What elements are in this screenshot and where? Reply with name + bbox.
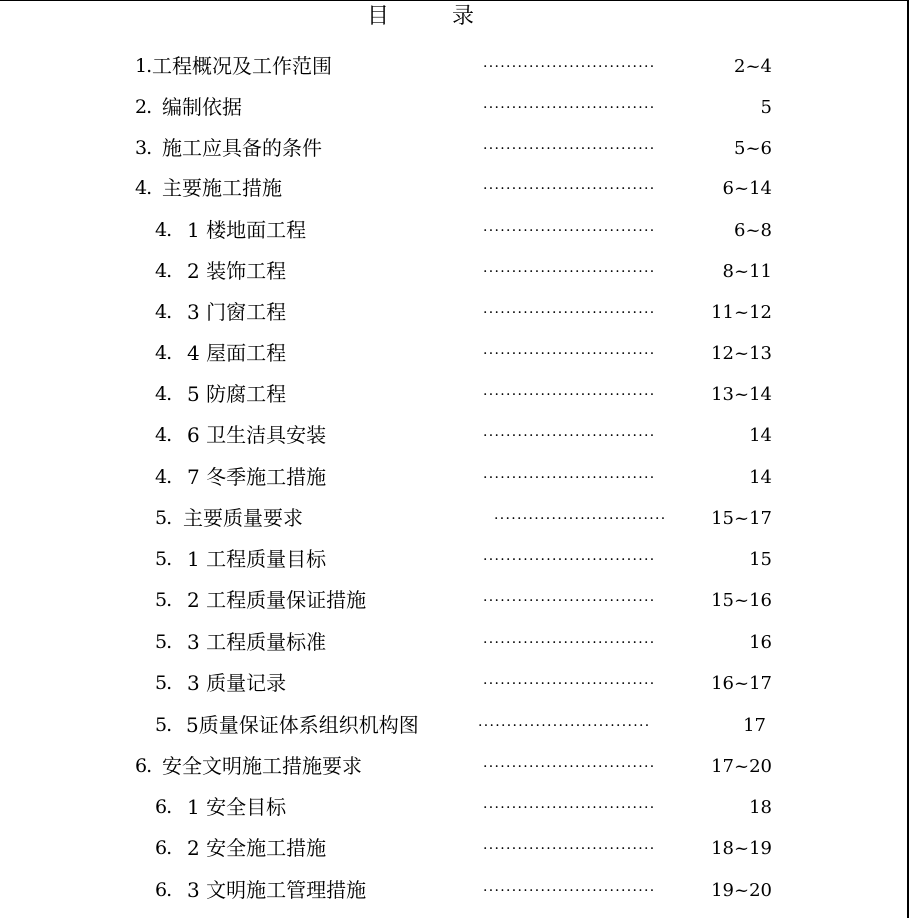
toc-entry-number: 5.	[155, 714, 172, 736]
toc-entry-label: 3 文明施工管理措施	[187, 878, 367, 902]
title-char-1: 目	[367, 4, 390, 29]
toc-entry-pages: 5	[760, 97, 772, 118]
toc-leader-dots: ······························	[483, 59, 656, 75]
toc-entry-pages: 15~16	[711, 590, 772, 611]
toc-entry[interactable]	[0, 705, 910, 746]
toc-entry-label: 工程概况及工作范围	[152, 54, 332, 78]
toc-entry[interactable]	[0, 128, 910, 169]
toc-entry-number: 6.	[135, 755, 152, 777]
toc-entry[interactable]	[0, 46, 910, 87]
toc-entry-pages: 15	[749, 549, 772, 570]
toc-entry-number: 4.	[135, 177, 152, 199]
toc-entry[interactable]	[0, 168, 910, 209]
toc-entry-number: 4.	[155, 342, 172, 364]
toc-leader-dots: ······························	[483, 223, 656, 239]
toc-entry-pages: 15~17	[711, 508, 772, 529]
toc-entry[interactable]	[0, 870, 910, 911]
toc-entry-label: 主要质量要求	[183, 506, 303, 530]
toc-entry-pages: 6~8	[734, 220, 772, 241]
toc-entry-pages: 17~20	[711, 756, 772, 777]
toc-entry-number: 6.	[155, 837, 172, 859]
toc-leader-dots: ······························	[483, 346, 656, 362]
toc-leader-dots: ······························	[483, 470, 656, 486]
toc-leader-dots: ······························	[483, 181, 656, 197]
toc-entry-label: 3 工程质量标准	[187, 630, 327, 654]
toc-entry-label: 安全文明施工措施要求	[162, 754, 362, 778]
toc-entry-number: 6.	[155, 796, 172, 818]
toc-entry-number: 4.	[155, 301, 172, 323]
toc-entry-label: 7 冬季施工措施	[187, 465, 327, 489]
toc-leader-dots: ······························	[483, 264, 656, 280]
toc-entry[interactable]	[0, 415, 910, 456]
toc-entry-number: 5.	[155, 631, 172, 653]
toc-entry-label: 1 工程质量目标	[187, 547, 327, 571]
toc-entry-label: 1 安全目标	[187, 795, 287, 819]
toc-entry[interactable]	[0, 622, 910, 663]
toc-leader-dots: ······························	[483, 841, 656, 857]
toc-entry-number: 2.	[135, 96, 152, 118]
toc-entry-pages: 16	[749, 632, 772, 653]
toc-entry[interactable]	[0, 746, 910, 787]
toc-entry-label: 施工应具备的条件	[162, 136, 322, 160]
toc-entry-pages: 6~14	[722, 178, 772, 199]
toc-leader-dots: ······························	[483, 759, 656, 775]
toc-leader-dots: ······························	[483, 305, 656, 321]
toc-entry-number: 5.	[155, 548, 172, 570]
toc-entry-number: 4.	[155, 466, 172, 488]
toc-entry-pages: 5~6	[734, 138, 772, 159]
toc-entry-number: 4.	[155, 260, 172, 282]
toc-leader-dots: ······························	[494, 511, 667, 527]
toc-entry-number: 5.	[155, 589, 172, 611]
toc-entry-label: 5 防腐工程	[187, 382, 287, 406]
toc-entry-number: 6.	[155, 879, 172, 901]
toc-leader-dots: ······························	[483, 883, 656, 899]
toc-entry-pages: 13~14	[711, 384, 772, 405]
toc-entry-pages: 8~11	[722, 261, 772, 282]
toc-entry[interactable]	[0, 498, 910, 539]
toc-leader-dots: ······························	[483, 387, 656, 403]
toc-entry[interactable]	[0, 292, 910, 333]
toc-entry[interactable]	[0, 251, 910, 292]
toc-entry-label: 2 装饰工程	[187, 259, 287, 283]
toc-entry-pages: 18	[749, 797, 772, 818]
toc-entry-pages: 14	[749, 425, 772, 446]
toc-entry[interactable]	[0, 828, 910, 869]
toc-entry-label: 3 质量记录	[187, 671, 287, 695]
toc-entry-pages: 12~13	[711, 343, 772, 364]
toc-entry[interactable]	[0, 210, 910, 251]
toc-entry-label: 3 门窗工程	[187, 300, 287, 324]
toc-entry-pages: 2~4	[734, 56, 772, 77]
toc-leader-dots: ······························	[478, 718, 651, 734]
toc-entry-label: 主要施工措施	[162, 176, 282, 200]
toc-entry-number: 4.	[155, 383, 172, 405]
toc-entry[interactable]	[0, 87, 910, 128]
toc-entry[interactable]	[0, 580, 910, 621]
title-char-2: 录	[452, 4, 475, 29]
toc-leader-dots: ······························	[483, 800, 656, 816]
toc-leader-dots: ······························	[483, 635, 656, 651]
toc-entry-label: 编制依据	[162, 95, 242, 119]
toc-entry-label: 5质量保证体系组织机构图	[186, 713, 419, 737]
toc-entry[interactable]	[0, 374, 910, 415]
toc-leader-dots: ······························	[483, 593, 656, 609]
toc-entry-label: 2 安全施工措施	[187, 836, 327, 860]
toc-entry-number: 5.	[155, 507, 172, 529]
toc-entry-pages: 14	[749, 467, 772, 488]
toc-leader-dots: ······························	[483, 100, 656, 116]
toc-entry-pages: 17	[743, 715, 766, 736]
toc-leader-dots: ······························	[483, 552, 656, 568]
toc-entry-pages: 18~19	[711, 838, 772, 859]
toc-entry-pages: 16~17	[711, 673, 772, 694]
toc-entry-number: 4.	[155, 219, 172, 241]
toc-entry-pages: 19~20	[711, 880, 772, 901]
toc-entry-number: 3.	[135, 137, 152, 159]
toc-leader-dots: ······························	[483, 141, 656, 157]
toc-entry[interactable]	[0, 333, 910, 374]
toc-leader-dots: ······························	[483, 676, 656, 692]
toc-entry[interactable]	[0, 457, 910, 498]
toc-entry[interactable]	[0, 787, 910, 828]
toc-entry-number: 5.	[155, 672, 172, 694]
toc-entry-pages: 11~12	[711, 302, 772, 323]
toc-entry-label: 4 屋面工程	[187, 341, 287, 365]
toc-entry[interactable]	[0, 663, 910, 704]
toc-entry-label: 6 卫生洁具安装	[187, 423, 327, 447]
toc-entry-label: 2 工程质量保证措施	[187, 588, 367, 612]
toc-leader-dots: ······························	[483, 428, 656, 444]
toc-entry-number: 4.	[155, 424, 172, 446]
toc-entry[interactable]	[0, 539, 910, 580]
toc-entry-number: 1.	[135, 55, 152, 77]
toc-entry-label: 1 楼地面工程	[187, 218, 307, 242]
